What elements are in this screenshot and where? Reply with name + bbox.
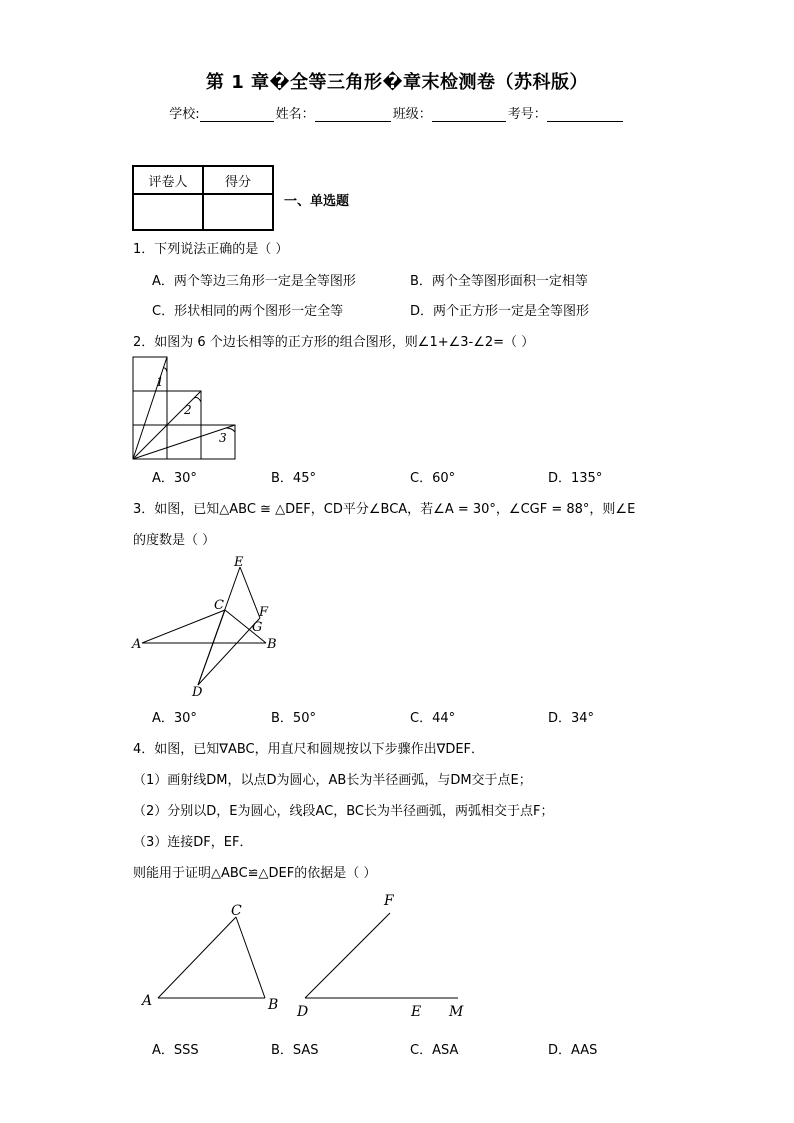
q2-angle-3-label: 3	[219, 431, 227, 445]
grader-header: 评卷人	[133, 166, 203, 194]
q4-step-3: （3）连接DF，EF．	[133, 835, 253, 850]
q3-label-e: E	[234, 555, 244, 570]
q1-stem: 1．下列说法正确的是（ ）	[133, 242, 289, 257]
section-title: 一、单选题	[284, 194, 350, 209]
q2-angle-2-label: 2	[184, 403, 192, 417]
q4-step-2: （2）分别以D，E为圆心，线段AC，BC长为半径画弧，两弧相交于点F；	[133, 804, 554, 819]
q4-label-c: C	[231, 903, 242, 919]
q3-label-g: G	[252, 620, 263, 635]
q3-option-c[interactable]: C．44°	[410, 711, 456, 726]
q4-option-a[interactable]: A．SSS	[152, 1043, 199, 1058]
school-blank[interactable]	[200, 107, 274, 122]
q2-option-c[interactable]: C．60°	[410, 471, 456, 486]
class-label: 班级：	[392, 107, 432, 122]
q4-label-b: B	[268, 997, 279, 1013]
school-label: 学校:	[169, 107, 200, 122]
q3-label-c: C	[214, 598, 224, 613]
name-blank[interactable]	[315, 107, 391, 122]
q3-option-a[interactable]: A．30°	[152, 711, 197, 726]
exam-no-label: 考号：	[507, 107, 547, 122]
q4-label-d: D	[297, 1004, 309, 1020]
q4-option-d[interactable]: D．AAS	[548, 1043, 598, 1058]
q1-option-a[interactable]: A．两个等边三角形一定是全等图形	[152, 274, 356, 289]
exam-no-blank[interactable]	[547, 107, 623, 122]
q3-option-b[interactable]: B．50°	[271, 711, 316, 726]
q3-label-a: A	[132, 637, 142, 652]
class-blank[interactable]	[432, 107, 506, 122]
q4-label-e: E	[411, 1004, 422, 1020]
q4-option-c[interactable]: C．ASA	[410, 1043, 459, 1058]
q4-construction-figure	[128, 888, 488, 1028]
q2-option-b[interactable]: B．45°	[271, 471, 316, 486]
q1-option-b[interactable]: B．两个全等图形面积一定相等	[410, 274, 588, 289]
q1-option-c[interactable]: C．形状相同的两个图形一定全等	[152, 304, 344, 319]
q2-squares-figure	[128, 352, 238, 460]
q1-option-d[interactable]: D．两个正方形一定是全等图形	[410, 304, 590, 319]
q4-label-f: F	[384, 893, 394, 909]
grader-cell[interactable]	[133, 194, 203, 230]
q4-stem: 4．如图，已知∇ABC，用直尺和圆规按以下步骤作出∇DEF．	[133, 742, 485, 757]
q4-question: 则能用于证明△ABC≌△DEF的依据是（ ）	[133, 866, 377, 881]
q4-option-b[interactable]: B．SAS	[271, 1043, 319, 1058]
q3-label-f: F	[259, 605, 269, 620]
q3-stem-line2: 的度数是（ ）	[133, 533, 216, 548]
q3-triangles-figure	[128, 550, 288, 700]
score-table	[132, 165, 274, 231]
q4-label-a: A	[142, 993, 153, 1009]
q3-label-d: D	[192, 685, 203, 700]
q4-step-1: （1）画射线DM，以点D为圆心，AB长为半径画弧，与DM交于点E；	[133, 773, 532, 788]
score-header: 得分	[203, 166, 273, 194]
q2-angle-1-label: 1	[156, 375, 164, 389]
q4-label-m: M	[449, 1004, 464, 1020]
q2-stem: 2．如图为 6 个边长相等的正方形的组合图形，则∠1+∠3-∠2=（ ）	[133, 335, 535, 350]
score-cell[interactable]	[203, 194, 273, 230]
q3-stem-line1: 3．如图，已知△ABC ≅ △DEF，CD平分∠BCA，若∠A = 30°，∠CGF = 88°，则∠E	[133, 502, 636, 517]
q2-option-d[interactable]: D．135°	[548, 471, 603, 486]
q2-option-a[interactable]: A．30°	[152, 471, 197, 486]
name-label: 姓名：	[275, 107, 315, 122]
q3-option-d[interactable]: D．34°	[548, 711, 595, 726]
student-info-line	[0, 103, 794, 122]
q3-label-b: B	[267, 637, 277, 652]
page-title: 第 1 章�全等三角形�章末检测卷（苏科版）	[205, 72, 589, 93]
